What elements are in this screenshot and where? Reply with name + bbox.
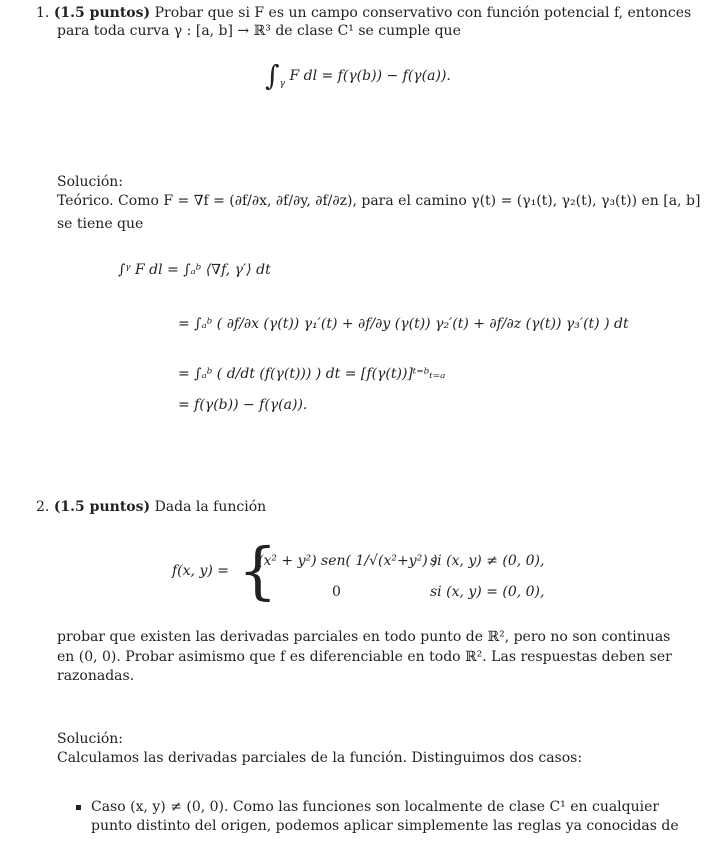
problem-2-solution-line1: Calculamos las derivadas parciales de la función. Distinguimos dos casos:	[57, 750, 583, 766]
problem-2-number: 2.	[36, 499, 50, 515]
main-formula-rhs: F dl = f(γ(b)) − f(γ(a)).	[289, 68, 451, 84]
piecewise-case1-expr: (x² + y²) sen( 1/√(x²+y²) )	[258, 553, 438, 569]
problem-1-solution-label: Solución:	[57, 174, 123, 190]
piecewise-case2-expr: 0	[332, 584, 341, 600]
integral-sign: ∫	[265, 59, 280, 92]
problem-2-text-line1: probar que existen las derivadas parciales en todo punto de ℝ², pero no son continuas	[57, 629, 671, 645]
derivation-line-4: = f(γ(b)) − f(γ(a)).	[178, 397, 308, 413]
piecewise-case1-cond: si (x, y) ≠ (0, 0),	[430, 553, 545, 569]
problem-2-text-line3: razonadas.	[57, 668, 135, 684]
bullet-icon	[76, 805, 81, 810]
problem-2-text-line2: en (0, 0). Probar asimismo que f es diferenciable en todo ℝ². Las respuestas deben ser	[57, 649, 672, 665]
problem-2-statement: Dada la función	[154, 499, 267, 515]
piecewise-brace: {	[238, 534, 278, 607]
derivation-line-3: = ∫ₐᵇ ( d/dt (f(γ(t))) ) dt = [f(γ(t))]ᵗ⁼ᵇₜ₌ₐ	[178, 366, 446, 382]
bullet-item-line1	[76, 798, 659, 817]
problem-1-solution-line1: Teórico. Como F = ∇f = (∂f/∂x, ∂f/∂y, ∂f/∂z), para el camino γ(t) = (γ₁(t), γ₂(t), γ₃(t)) en [a, b]	[57, 193, 701, 209]
derivation-line-1: ∫ᵞ F dl = ∫ₐᵇ ⟨∇f, γ′⟩ dt	[118, 262, 271, 278]
problem-2-header	[36, 498, 266, 517]
bullet-text-line1: Caso (x, y) ≠ (0, 0). Como las funciones son localmente de clase C¹ en cualquier	[91, 799, 660, 815]
piecewise-lhs: f(x, y) =	[172, 563, 229, 579]
problem-1-points: (1.5 puntos)	[53, 5, 151, 21]
problem-2-solution-label: Solución:	[57, 731, 123, 747]
problem-1-number: 1.	[36, 5, 50, 21]
problem-1-header	[36, 4, 691, 23]
problem-1-solution-line2: se tiene que	[57, 216, 144, 232]
problem-1-main-formula	[265, 59, 451, 92]
piecewise-case2-cond: si (x, y) = (0, 0),	[430, 584, 545, 600]
bullet-text-line2: punto distinto del origen, podemos aplicar simplemente las reglas ya conocidas de	[91, 818, 679, 834]
problem-2-points: (1.5 puntos)	[53, 499, 151, 515]
integral-subscript: γ	[279, 79, 285, 89]
derivation-line-2: = ∫ₐᵇ ( ∂f/∂x (γ(t)) γ₁′(t) + ∂f/∂y (γ(t)) γ₂′(t) + ∂f/∂z (γ(t)) γ₃′(t) ) dt	[178, 316, 629, 332]
problem-1-statement-line1: Probar que si F es un campo conservativo con función potencial f, entonces	[154, 5, 692, 21]
problem-1-statement-line2: para toda curva γ : [a, b] → ℝ³ de clase C¹ se cumple que	[57, 23, 461, 39]
